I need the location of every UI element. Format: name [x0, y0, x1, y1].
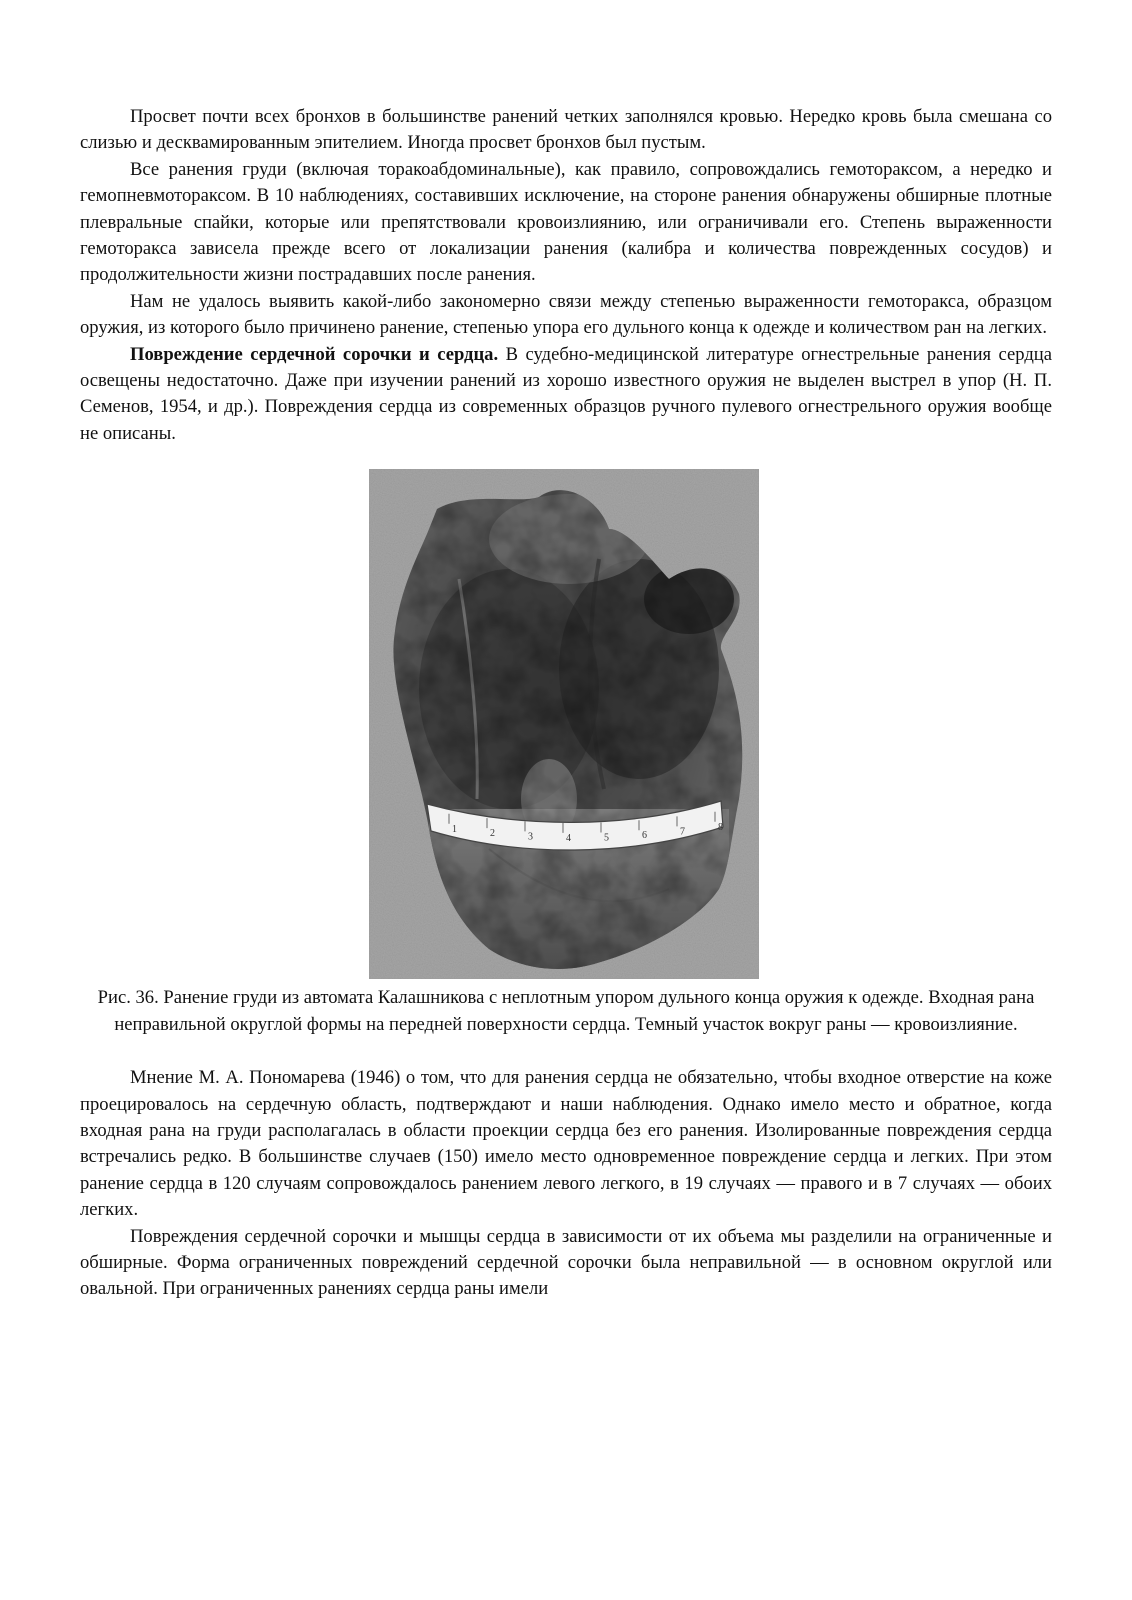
section-text: В судебно-медицинской литературе огнестрельные ранения сердца освещены недостаточно. Даже при изучении ранений из хорошо известного оружия не выделен выстрел в упор (Н. П. Семенов, 1954, и др.). Повреждения сердца из современных образцов ручного пулевого огнестрельного оружия вообще не описаны.: [80, 343, 1053, 444]
paragraph: Все ранения груди (включая торакоабдоминальные), как правило, сопровождались гемотораксом, а нередко и гемопневмотораксом. В 10 наблюдениях, составивших исключение, на стороне ранения обнаружены обширные плотные плевральные спайки, которые или препятствовали кровоизлиянию, или ограничивали его. Степень выраженности гемоторакса зависела прежде всего от локализации ранения (калибра и количества поврежденных сосудов) и продолжительности жизни пострадавших после ранения.: [80, 158, 1052, 286]
ruler-mark-label: 3: [528, 831, 533, 843]
ruler-mark-label: 1: [452, 824, 457, 836]
figure-caption: Рис. 36. Ранение груди из автомата Калашникова с неплотным упором дульного конца оружия к одежде. Входная рана неправильной округлой формы на передней поверхности сердца. Темный участок вокруг раны — кровоизлияние.: [97, 987, 1035, 1035]
ruler-mark-label: 2: [490, 828, 495, 840]
paragraph: Мнение М. А. Пономарева (1946) о том, что для ранения сердца не обязательно, чтобы входное отверстие на коже проецировалось на сердечную область, подтверждают и наши наблюдения. Однако имело место и обратное, когда входная рана на груди располагалась в области проекции сердца без его ранения. Изолированные повреждения сердца встречались редко. В большинстве случаев (150) имело место одновременное повреждение сердца и легких. При этом ранение сердца в 120 случаям сопровождалось ранением левого легкого, в 19 случаях — правого и в 7 случаях — обоих легких.: [80, 1067, 1052, 1221]
ruler-mark-label: 8: [718, 822, 723, 834]
heart-photo: [369, 469, 759, 979]
paragraph: Просвет почти всех бронхов в большинстве ранений четких заполнялся кровью. Нередко кровь была смешана со слизью и десквамированным эпителием. Иногда просвет бронхов был пустым.: [80, 106, 1052, 154]
paragraph: Нам не удалось выявить какой-либо закономерно связи между степенью выраженности гемоторакса, образцом оружия, из которого было причинено ранение, степенью упора его дульного конца к одежде и количеством ран на легких.: [80, 290, 1052, 339]
ruler-mark-label: 6: [642, 830, 647, 842]
heart-photo-figure: [369, 469, 759, 979]
ruler-mark-label: 4: [566, 833, 571, 845]
paragraph: Повреждения сердечной сорочки и мышцы сердца в зависимости от их объема мы разделили на ограниченные и обширные. Форма ограниченных повреждений сердечной сорочки была неправильной — в основном округлой или овальной. При ограниченных ранениях сердца раны имели: [80, 1225, 1052, 1300]
section-heading: Повреждение сердечной сорочки и сердца.: [130, 343, 499, 365]
ruler-mark-label: 5: [604, 832, 609, 844]
document-page: [80, 104, 1052, 1303]
section-paragraph: [80, 342, 1052, 448]
ruler-mark-label: 7: [680, 826, 685, 838]
